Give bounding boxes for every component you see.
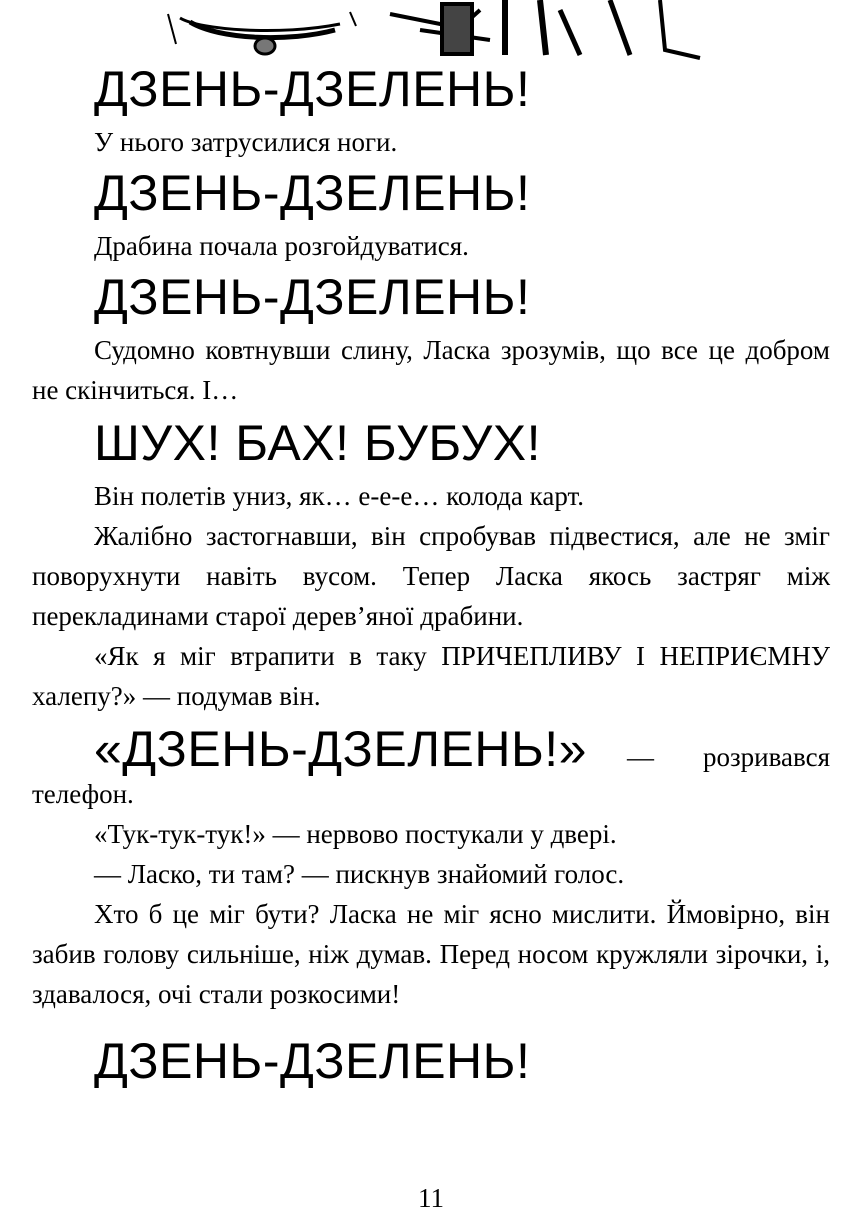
dash: — (627, 742, 654, 772)
paragraph-3: Судомно ковтнувши слину, Ласка зрозумів, що все це добром не скінчиться. І… (32, 335, 830, 405)
paragraph-7: «Тук-тук-тук!» — нервово постукали у двері. (94, 819, 617, 849)
paragraph-6: «Як я міг втрапити в таку ПРИЧЕПЛИВУ І НЕПРИЄМНУ халепу?» — подумав він. (32, 641, 830, 711)
paragraph-1: У нього затрусилися ноги. (94, 127, 398, 157)
paragraph-8: — Ласко, ти там? — пискнув знайомий голос. (94, 859, 625, 889)
sound-heading-4: ШУХ! БАХ! БУБУХ! (94, 415, 542, 471)
sound-heading-2: ДЗЕНЬ-ДЗЕЛЕНЬ! (94, 165, 531, 221)
sound-heading-6: ДЗЕНЬ-ДЗЕЛЕНЬ! (94, 1033, 531, 1089)
paragraph-9: Хто б це міг бути? Ласка не міг ясно мислити. Ймовірно, він забив голову сильніше, ніж думав. Перед носом кружляли зірочки, і, здавалося, очі стали розкосими! (32, 899, 830, 1009)
paragraph-2: Драбина почала розгойдуватися. (94, 231, 469, 261)
top-illustration-fragment (160, 0, 720, 62)
airplane-drawing (168, 12, 356, 54)
phone-ring-continuation: телефон. (32, 779, 134, 809)
page-body (32, 58, 830, 1089)
sound-heading-1: ДЗЕНЬ-ДЗЕЛЕНЬ! (94, 61, 531, 117)
sound-heading-5: «ДЗЕНЬ-ДЗЕЛЕНЬ!» (94, 721, 587, 777)
phone-ring-line (94, 721, 830, 777)
paragraph-4: Він полетів униз, як… е-е-е… колода карт. (94, 481, 585, 511)
phone-ring-verb: розривався (703, 742, 830, 772)
ladder-drawing (390, 0, 700, 58)
sound-heading-3: ДЗЕНЬ-ДЗЕЛЕНЬ! (94, 269, 531, 325)
page-number: 11 (418, 1183, 444, 1213)
paragraph-5: Жалібно застогнавши, він спробував підвестися, але не зміг поворухнути навіть вусом. Тепер Ласка якось застряг між перекладинами старої дерев’яної драбини. (32, 521, 830, 631)
